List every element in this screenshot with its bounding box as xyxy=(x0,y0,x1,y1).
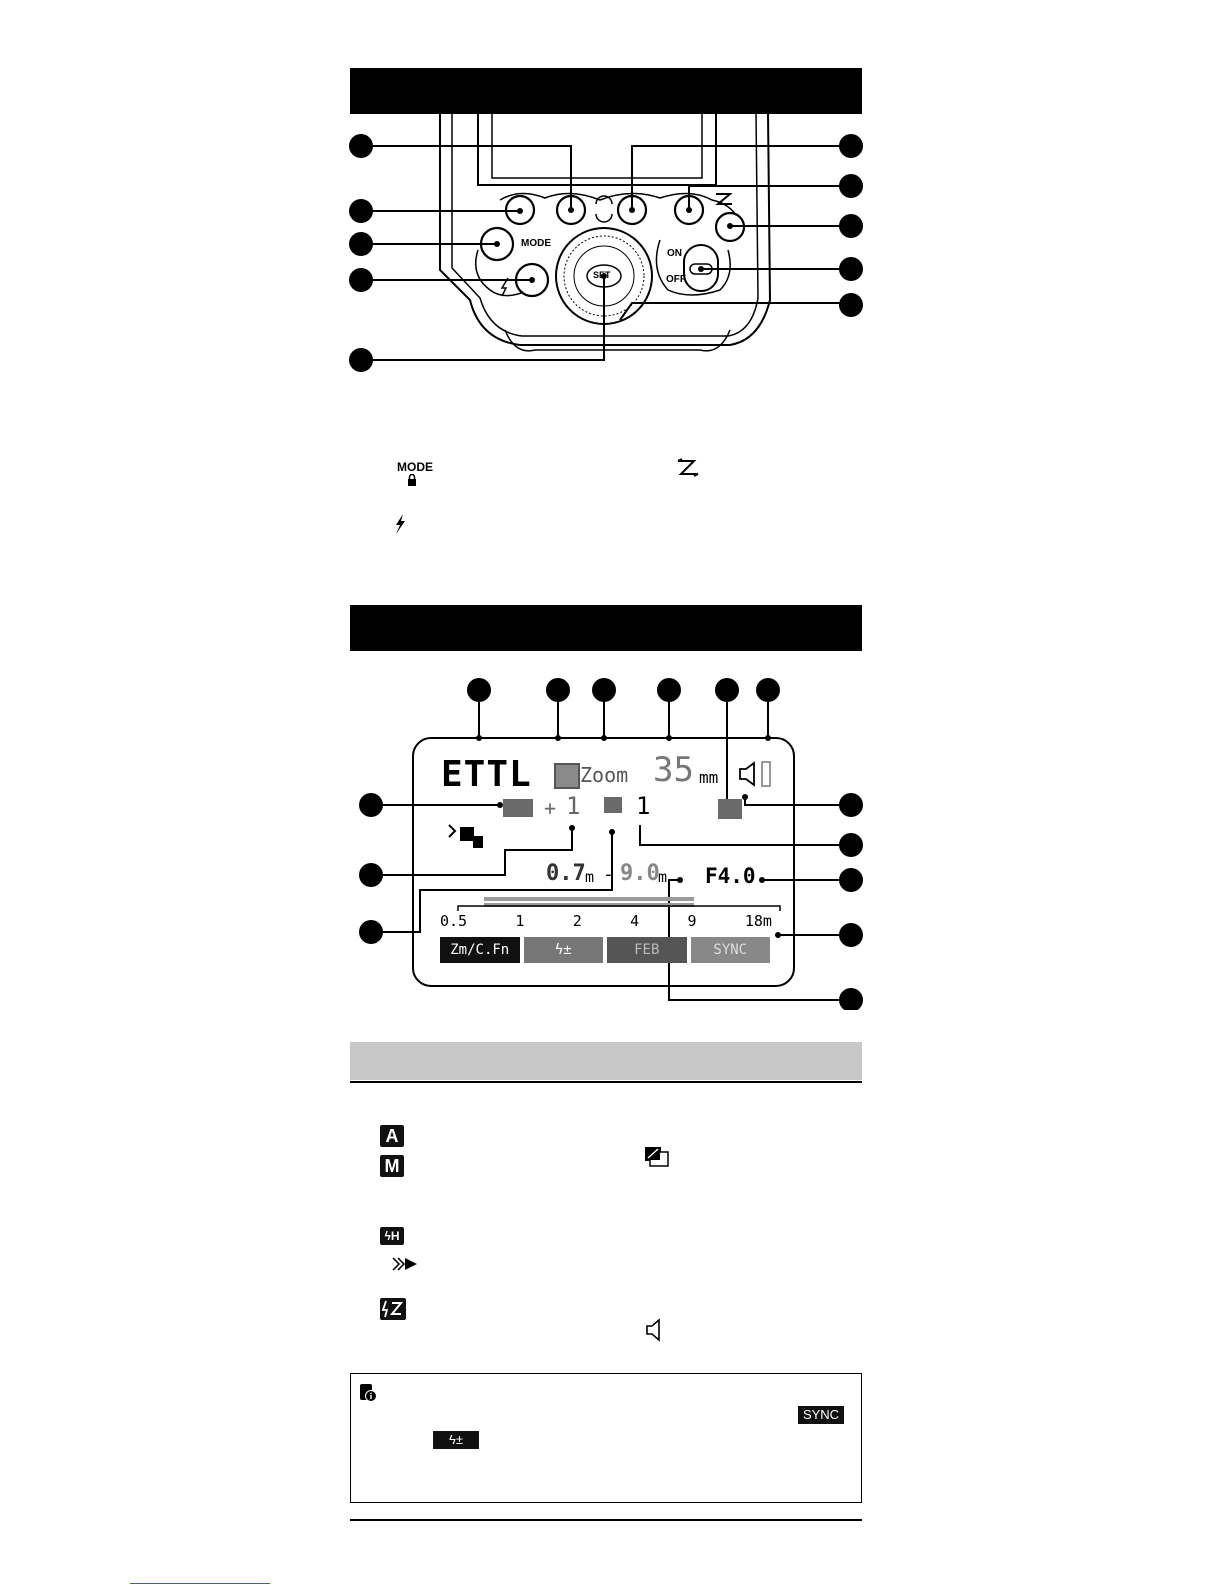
function-menu xyxy=(440,937,770,963)
set-button-label: SET xyxy=(593,270,611,280)
aperture-value: F4.0 xyxy=(705,864,756,888)
zoom-value: 35 xyxy=(653,750,694,790)
off-label: OFF xyxy=(666,274,686,285)
func-sync[interactable]: SYNC xyxy=(691,937,771,963)
func-fec[interactable]: ϟ± xyxy=(524,937,604,963)
group-value: 1 xyxy=(636,792,651,820)
flash-icon xyxy=(393,513,407,535)
scale-tick: 4 xyxy=(630,912,640,930)
scale-tick: 0.5 xyxy=(440,912,468,930)
scale-tick: 1 xyxy=(515,912,525,930)
multi-flash-icon xyxy=(644,1146,672,1168)
footer-link-underline xyxy=(130,1583,270,1584)
lock-icon xyxy=(406,474,418,486)
info-note-icon xyxy=(358,1383,378,1403)
scale-tick: 2 xyxy=(572,912,582,930)
fec-legend-icon xyxy=(380,1298,406,1320)
mode-label: MODE xyxy=(521,238,551,249)
manual-mode-icon: M xyxy=(380,1155,404,1177)
scale-tick: 18m xyxy=(744,912,772,930)
rear-curtain-icon xyxy=(392,1256,422,1272)
func-feb[interactable]: FEB xyxy=(607,937,687,963)
distance-scale xyxy=(440,912,772,930)
fec-value: 1 xyxy=(566,792,581,820)
section-header-bar-controls xyxy=(350,68,862,114)
wireless-icon xyxy=(676,458,702,478)
note-box xyxy=(350,1373,862,1503)
hss-icon: ϟH xyxy=(380,1227,404,1245)
ratio-icon xyxy=(447,822,487,852)
section-header-bar-lcd xyxy=(350,605,862,651)
range-unit-1: m xyxy=(585,868,595,886)
divider xyxy=(350,1081,862,1083)
on-label: ON xyxy=(667,248,682,259)
range-unit-2: m xyxy=(658,868,668,886)
zoom-label: Zoom xyxy=(580,763,629,787)
func-zoom-cfn[interactable]: Zm/C.Fn xyxy=(440,937,520,963)
auto-mode-icon: A xyxy=(380,1125,404,1147)
range-end: 9.0 xyxy=(620,861,660,886)
fe-lock-icon xyxy=(718,799,742,819)
group-icon xyxy=(604,797,622,813)
fec-sign: + xyxy=(544,796,557,820)
scale-tick: 9 xyxy=(687,912,697,930)
zoom-mode-icon xyxy=(554,763,580,789)
control-panel-diagram xyxy=(340,110,880,380)
range-separator: - xyxy=(603,864,614,885)
speaker-icon xyxy=(738,760,774,788)
footer-rule xyxy=(350,1519,862,1521)
zoom-unit: mm xyxy=(699,768,719,787)
fec-tag: ϟ± xyxy=(433,1431,479,1449)
speaker-legend-icon xyxy=(645,1318,665,1342)
lcd-mode: ETTL xyxy=(441,754,532,795)
legend-mode-label: MODE xyxy=(397,460,433,474)
range-start: 0.7 xyxy=(546,861,586,886)
section-header-bar-icons xyxy=(350,1042,862,1080)
fec-icon xyxy=(503,799,533,817)
sync-tag: SYNC xyxy=(798,1406,844,1424)
